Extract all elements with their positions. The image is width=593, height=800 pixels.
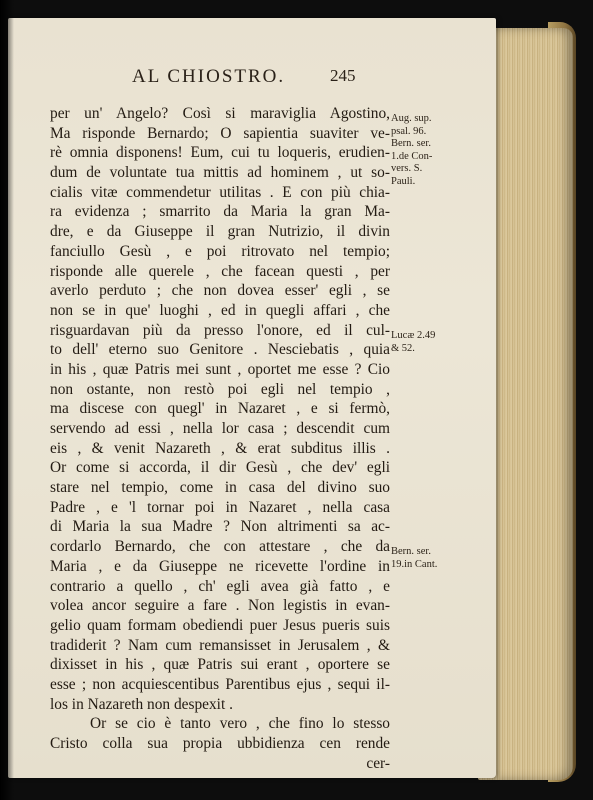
text-line: contrario a quello , ch' egli avea già fatto , e bbox=[50, 577, 390, 595]
text-line: in his , quæ Patris mei sunt , oportet me esse ? Cio bbox=[50, 360, 390, 378]
text-line: Maria , e da Giuseppe ne ricevette l'ordine in bbox=[50, 557, 390, 575]
margin-note-line: vers. S. bbox=[391, 163, 423, 175]
text-line: dre, e da Giuseppe il gran Nutrizio, il divin bbox=[50, 223, 390, 241]
margin-note-augustine bbox=[391, 113, 461, 189]
page-number: 245 bbox=[330, 66, 356, 85]
text-line: rè omnia disponens! Eum, cui tu loqueris, erudien- bbox=[50, 144, 390, 162]
text-line: non se in que' luoghi , ed in quegli affari , che bbox=[50, 301, 390, 319]
text-line: eis , & venit Nazareth , & erat subditus illis . bbox=[50, 439, 390, 457]
text-line: Padre , e 'l tornar poi in Nazaret , nella casa bbox=[50, 498, 390, 516]
margin-note-line: Bern. ser. bbox=[391, 138, 431, 150]
margin-note-line: Bern. ser. bbox=[391, 546, 431, 557]
margin-note-line: & 52. bbox=[391, 342, 415, 354]
text-line: fanciullo Gesù , e poi ritrovato nel tempio; bbox=[50, 242, 390, 260]
text-line: ra evidenza ; smarrito da Maria la gran Ma- bbox=[50, 203, 390, 221]
running-head: AL CHIOSTRO. bbox=[132, 66, 286, 87]
body-text bbox=[50, 104, 390, 773]
text-line: Cristo colla sua propia ubbidienza cen rende bbox=[50, 735, 390, 752]
text-line: tradiderit ? Nam cum remansisset in Jerusalem , & bbox=[50, 636, 390, 654]
text-line: gelio quam formam obediendi puer Jesus pueris suis bbox=[50, 616, 390, 634]
text-line: risponde alle querele , che facean questi , per bbox=[50, 262, 390, 280]
text-line: ma discese con quegl' in Nazaret , e si fermò, bbox=[50, 400, 390, 418]
margin-note-line: psal. 96. bbox=[391, 125, 427, 137]
text-line: Or come si accorda, il dir Gesù , che dev' egli bbox=[50, 459, 390, 477]
gutter-shadow bbox=[0, 0, 14, 800]
text-line: stare nel tempio, come in casa del divino suo bbox=[50, 479, 390, 497]
text-line: cordarlo Bernardo, che con attestare , che da bbox=[50, 538, 390, 556]
text-line: di Maria la sua Madre ? Non altrimenti sa ac- bbox=[50, 518, 390, 536]
text-line: to dell' eterno suo Genitore . Nesciebatis , quia bbox=[50, 341, 390, 359]
text-line: dum de voluntate tua mittis ad hominem , ut so- bbox=[50, 164, 390, 182]
text-line: Or se cio è tanto vero , che fino lo stesso bbox=[90, 715, 390, 733]
margin-note-line: Pauli. bbox=[391, 175, 416, 187]
margin-note-line: Lucæ 2.49 bbox=[391, 330, 436, 341]
text-line: averlo perduto ; che non dovea esser' egli , se bbox=[50, 282, 390, 300]
text-line: risguardavan più da presso l'onore, ed il cul- bbox=[50, 321, 390, 339]
text-line: per un' Angelo? Così si maraviglia Agostino, bbox=[50, 105, 390, 122]
margin-note-line: 19.in Cant. bbox=[391, 558, 438, 570]
text-line: non ostante, non restò poi egli nel tempio , bbox=[50, 380, 390, 398]
text-line: dixisset in his , quæ Patris sui erant , oportere se bbox=[50, 656, 390, 674]
text-line: servendo ad essi , nella lor casa ; descendit cum bbox=[50, 420, 390, 437]
margin-note-line: 1.de Con- bbox=[391, 150, 433, 162]
text-line: esse ; non acquiescentibus Parentibus ejus , sequi il- bbox=[50, 675, 390, 693]
margin-note-luke bbox=[391, 330, 461, 355]
margin-note-bernard bbox=[391, 546, 461, 571]
text-line: los in Nazareth non despexit . bbox=[50, 695, 233, 713]
margin-note-line: Aug. sup. bbox=[391, 113, 432, 124]
catchword: cer- bbox=[366, 754, 390, 772]
text-line: volea ancor seguire a fare . Non legistis in evan- bbox=[50, 597, 390, 615]
text-line: Ma risponde Bernardo; O sapientia suaviter ve- bbox=[50, 124, 390, 142]
text-line: cialis vitæ commendetur utilitas . E con più chia- bbox=[50, 183, 390, 201]
